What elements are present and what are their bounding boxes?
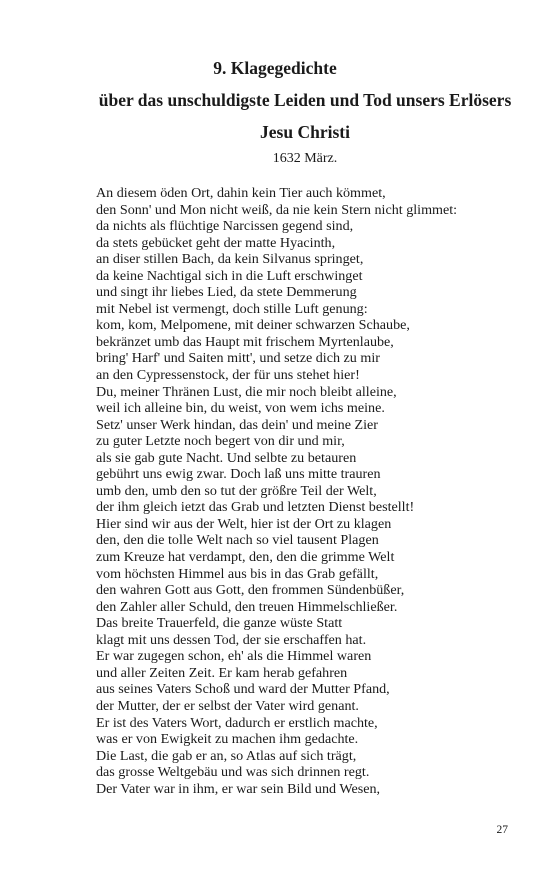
verse-line: den Zahler aller Schuld, den treuen Himmelschließer. xyxy=(96,598,398,615)
verse-line: aus seines Vaters Schoß und ward der Mutter Pfand, xyxy=(96,681,390,698)
verse-line: Du, meiner Thränen Lust, die mir noch bleibt alleine, xyxy=(96,383,397,400)
verse-line: Setz' unser Werk hindan, das dein' und meine Zier xyxy=(96,416,378,433)
verse-line: das grosse Weltgebäu und was sich drinnen regt. xyxy=(96,764,370,781)
verse-line: umb den, umb den so tut der größre Teil der Welt, xyxy=(96,482,377,499)
verse-line: bekränzet umb das Haupt mit frischem Myrtenlaube, xyxy=(96,333,394,350)
verse-line: da stets gebücket geht der matte Hyacinth, xyxy=(96,234,336,251)
verse-line: An diesem öden Ort, dahin kein Tier auch kömmet, xyxy=(96,185,386,201)
verse-line: den Sonn' und Mon nicht weiß, da nie kein Stern nicht glimmet: xyxy=(96,201,458,218)
verse-line: an den Cypressenstock, der für uns stehet hier! xyxy=(96,367,360,384)
verse-line: Hier sind wir aus der Welt, hier ist der Ort zu klagen xyxy=(96,515,392,532)
verse-line: Der Vater war in ihm, er war sein Bild und Wesen, xyxy=(96,780,381,797)
verse-line: und singt ihr liebes Lied, da stete Demmerung xyxy=(96,284,357,301)
verse-line: mit Nebel ist vermengt, doch stille Luft genung: xyxy=(96,300,368,317)
page-number: 27 xyxy=(496,824,508,836)
poem-subtitle: über das unschuldigste Leiden und Tod unsers Erlösers xyxy=(98,90,512,110)
verse-line: klagt mit uns dessen Tod, der sie erschaffen hat. xyxy=(96,631,367,648)
verse-line: da nichts als flüchtige Narcissen gegend sind, xyxy=(96,218,354,235)
poem-title: 9. Klagegedichte xyxy=(213,58,337,78)
verse-line: Er war zugegen schon, eh' als die Himmel waren xyxy=(96,648,372,665)
verse-line: den, den die tolle Welt nach so viel tausent Plagen xyxy=(96,532,379,549)
verse-line: weil ich alleine bin, du weist, von wem ichs meine. xyxy=(96,400,385,417)
verse-line: Das breite Trauerfeld, die ganze wüste Statt xyxy=(96,615,343,632)
verse-line: als sie gab gute Nacht. Und selbte zu betauren xyxy=(96,449,357,466)
verse-line: und aller Zeiten Zeit. Er kam herab gefahren xyxy=(96,664,348,681)
verse-line: zu guter Letzte noch begert von dir und mir, xyxy=(96,433,345,450)
verse-line: vom höchsten Himmel aus bis in das Grab gefällt, xyxy=(96,565,379,582)
verse-line: Die Last, die gab er an, so Atlas auf sich trägt, xyxy=(96,747,357,764)
poem-subtitle-name: Jesu Christi xyxy=(260,122,350,142)
verse-line: zum Kreuze hat verdampt, den, den die grimme Welt xyxy=(96,549,395,566)
verse-line: der ihm gleich ietzt das Grab und letzten Dienst bestellt! xyxy=(96,499,415,516)
verse-line: den wahren Gott aus Gott, den frommen Sündenbüßer, xyxy=(96,582,405,599)
verse-line: was er von Ewigkeit zu machen ihm gedachte. xyxy=(96,731,359,748)
verse-line: da keine Nachtigal sich in die Luft erschwinget xyxy=(96,267,363,284)
poem-date: 1632 März. xyxy=(272,151,338,166)
verse-line: gebührt uns ewig zwar. Doch laß uns mitte trauren xyxy=(96,466,381,483)
poem-body xyxy=(96,185,536,797)
verse-line: bring' Harf' und Saiten mitt', und setze dich zu mir xyxy=(96,350,380,367)
verse-line: Er ist des Vaters Wort, dadurch er erstlich machte, xyxy=(96,714,378,731)
verse-line: an diser stillen Bach, da kein Silvanus springet, xyxy=(96,251,364,268)
verse-line: der Mutter, der er selbst der Vater wird genant. xyxy=(96,697,359,714)
verse-line: kom, kom, Melpomene, mit deiner schwarzen Schaube, xyxy=(96,317,410,334)
